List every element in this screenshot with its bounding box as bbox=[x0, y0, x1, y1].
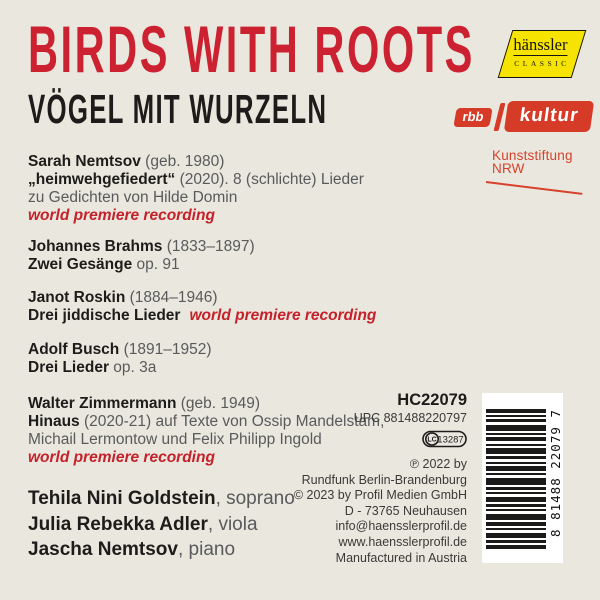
performer-role: , soprano bbox=[215, 488, 295, 509]
svg-text:LC: LC bbox=[427, 436, 437, 444]
kunststiftung-rule bbox=[486, 181, 582, 195]
work-detail: op. 3a bbox=[108, 359, 157, 376]
composer-dates: (geb. 1949) bbox=[176, 395, 261, 412]
composer-dates: (1891–1952) bbox=[119, 341, 212, 358]
haenssler-logo-sub: CLASSIC bbox=[514, 59, 570, 68]
imprint-line: © 2023 by Profil Medien GmbH bbox=[293, 488, 467, 503]
barcode-stripes bbox=[486, 409, 546, 549]
work-detail: op. 91 bbox=[132, 256, 180, 273]
work-title: „heimwehgefiedert“ bbox=[28, 171, 176, 188]
composer-dates: (1884–1946) bbox=[125, 289, 218, 306]
kunststiftung-nrw-logo bbox=[492, 150, 573, 175]
composer-name: Adolf Busch bbox=[28, 341, 120, 358]
lc-badge-icon bbox=[422, 430, 467, 448]
composer-line bbox=[28, 289, 376, 307]
work-entry-busch bbox=[28, 341, 212, 377]
work-title-line bbox=[28, 359, 212, 377]
lc-badge bbox=[280, 430, 467, 453]
performers-list bbox=[28, 486, 295, 563]
composer-dates: (1833–1897) bbox=[162, 238, 255, 255]
rbb-kultur-logo bbox=[453, 99, 593, 135]
imprint-line: D - 73765 Neuhausen bbox=[344, 503, 467, 518]
haenssler-logo-inner bbox=[504, 36, 576, 82]
haenssler-logo-name: hänssler bbox=[513, 35, 568, 54]
work-title-line bbox=[28, 171, 364, 189]
imprint-line: ℗ 2022 by bbox=[409, 457, 467, 471]
performer-name: Tehila Nini Goldstein bbox=[28, 488, 216, 509]
work-entry-roskin bbox=[28, 289, 376, 325]
world-premiere-note: world premiere recording bbox=[28, 207, 215, 224]
composer-line bbox=[28, 341, 212, 359]
imprint-line: info@haensslerprofil.de bbox=[335, 519, 467, 534]
performer-name: Jascha Nemtsov bbox=[28, 539, 178, 560]
performer-role: , piano bbox=[177, 539, 236, 560]
performer-name: Julia Rebekka Adler bbox=[28, 513, 208, 535]
imprint-line: Manufactured in Austria bbox=[335, 550, 467, 565]
barcode bbox=[482, 393, 563, 563]
haenssler-classic-logo bbox=[498, 30, 587, 78]
upc-number: UPC 881488220797 bbox=[353, 411, 467, 425]
composer-name: Walter Zimmermann bbox=[28, 395, 177, 412]
haenssler-logo-rule bbox=[513, 55, 567, 56]
work-title: Drei Lieder bbox=[28, 359, 109, 376]
world-premiere-note: world premiere recording bbox=[28, 449, 215, 466]
composer-name: Johannes Brahms bbox=[28, 238, 163, 255]
work-extra-line: Michail Lermontow und Felix Philipp Ingold bbox=[28, 431, 322, 448]
album-title: BIRDS WITH ROOTS bbox=[28, 12, 475, 86]
imprint-block bbox=[280, 457, 467, 566]
work-title-line bbox=[28, 256, 255, 274]
composer-name: Janot Roskin bbox=[28, 289, 126, 306]
catalog-number: HC22079 bbox=[397, 391, 467, 409]
work-title: Drei jiddische Lieder bbox=[28, 307, 181, 324]
composer-name: Sarah Nemtsov bbox=[28, 153, 141, 170]
barcode-digits: 8 81488 22079 7 bbox=[548, 409, 563, 537]
work-title: Hinaus bbox=[28, 413, 80, 430]
rbb-slash-icon bbox=[494, 103, 505, 131]
composer-dates: (geb. 1980) bbox=[140, 153, 225, 170]
imprint-line: www.haensslerprofil.de bbox=[338, 534, 467, 549]
kunststiftung-line1: Kunststiftung bbox=[492, 148, 573, 163]
work-entry-nemtsov bbox=[28, 153, 364, 225]
work-detail: (2020). 8 (schlichte) Lieder bbox=[175, 171, 364, 188]
composer-line bbox=[28, 153, 364, 171]
performer-line bbox=[28, 486, 295, 512]
performer-role: , viola bbox=[207, 513, 258, 535]
kunststiftung-line2: NRW bbox=[492, 160, 525, 176]
kultur-logo-box: kultur bbox=[504, 101, 594, 132]
world-premiere-note: world premiere recording bbox=[189, 307, 377, 324]
rbb-logo-box: rbb bbox=[453, 108, 492, 127]
imprint-line: Rundfunk Berlin-Brandenburg bbox=[301, 472, 467, 487]
performer-line bbox=[28, 537, 295, 563]
composer-line bbox=[28, 238, 255, 256]
work-entry-brahms bbox=[28, 238, 255, 274]
work-title-line bbox=[28, 307, 376, 325]
album-subtitle: VÖGEL MIT WURZELN bbox=[28, 86, 328, 132]
work-detail: (2020-21) auf Texte von Ossip Mandelstam, bbox=[79, 413, 385, 430]
performer-line bbox=[28, 512, 295, 538]
work-title: Zwei Gesänge bbox=[28, 256, 133, 273]
work-extra-line: zu Gedichten von Hilde Domin bbox=[28, 189, 238, 206]
svg-text:13287: 13287 bbox=[437, 434, 464, 446]
